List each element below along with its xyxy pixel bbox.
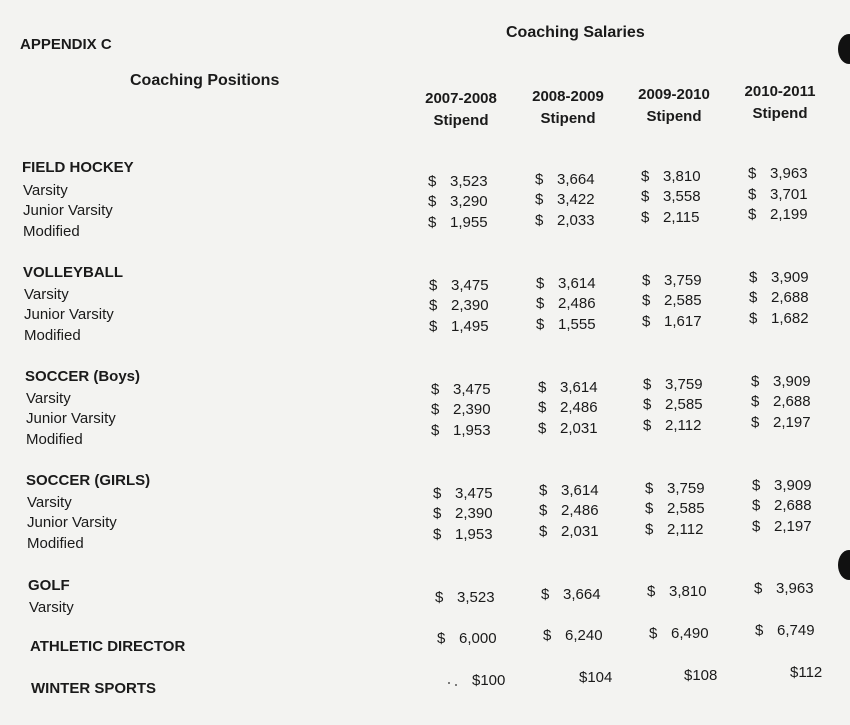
amount-cell xyxy=(755,622,837,639)
scan-speck xyxy=(455,684,457,686)
amount-value: 2,199 xyxy=(770,206,808,223)
amount-cell xyxy=(536,316,618,333)
amount-cell xyxy=(435,589,517,606)
column-header-2007-2008 xyxy=(418,88,504,132)
amount-value: 6,490 xyxy=(671,625,709,642)
currency-symbol: $ xyxy=(642,292,651,309)
currency-symbol: $ xyxy=(748,165,757,182)
amount-cell xyxy=(643,396,725,413)
amount-value: 3,759 xyxy=(667,480,705,497)
column-header-2009-2010 xyxy=(631,84,717,128)
currency-symbol: $ xyxy=(752,477,761,494)
currency-symbol: $ xyxy=(755,622,764,639)
currency-symbol: $ xyxy=(645,521,654,538)
amount-value: 2,031 xyxy=(560,420,598,437)
column-label: Stipend xyxy=(752,105,808,122)
currency-symbol: $ xyxy=(751,373,760,390)
amount-value: 2,197 xyxy=(773,414,811,431)
amount-cell xyxy=(752,477,834,494)
amount-value: 2,486 xyxy=(561,502,599,519)
currency-symbol: $ xyxy=(539,482,548,499)
currency-symbol: $ xyxy=(536,275,545,292)
amount-value: 2,688 xyxy=(771,289,809,306)
currency-symbol: $ xyxy=(431,381,440,398)
amount-cell xyxy=(535,212,617,229)
amount-cell xyxy=(433,526,515,543)
currency-symbol: $ xyxy=(539,523,548,540)
amount-cell xyxy=(752,497,834,514)
amount-cell xyxy=(536,295,618,312)
amount-value: 2,197 xyxy=(774,518,812,535)
amount-cell xyxy=(752,518,834,535)
group-title-soccer-girls: SOCCER (GIRLS) xyxy=(26,472,151,489)
amount-value: 3,810 xyxy=(669,583,707,600)
currency-symbol: $ xyxy=(541,586,550,603)
group-title-soccer-boys: SOCCER (Boys) xyxy=(25,368,141,385)
appendix-label: APPENDIX C xyxy=(20,36,112,53)
currency-symbol: $ xyxy=(536,295,545,312)
row-label: Modified xyxy=(24,327,81,344)
row-label: Varsity xyxy=(29,599,74,616)
column-year: 2007-2008 xyxy=(425,90,497,107)
amount-cell xyxy=(642,313,724,330)
amount-value: 1,555 xyxy=(558,316,596,333)
currency-symbol: $ xyxy=(433,505,442,522)
amount-cell xyxy=(538,399,620,416)
amount-value: 2,585 xyxy=(664,292,702,309)
amount-cell xyxy=(748,206,830,223)
amount-cell xyxy=(641,188,723,205)
currency-symbol: $ xyxy=(536,316,545,333)
amount-value: 2,390 xyxy=(453,401,491,418)
group-title-golf: GOLF xyxy=(28,577,70,594)
winter-sports-amount: $108 xyxy=(684,667,718,684)
row-label: Junior Varsity xyxy=(23,202,113,219)
amount-cell xyxy=(431,401,513,418)
column-label: Stipend xyxy=(540,110,596,127)
amount-cell xyxy=(543,627,625,644)
amount-value: 3,909 xyxy=(771,269,809,286)
amount-cell xyxy=(649,625,731,642)
amount-cell xyxy=(429,277,511,294)
row-label: Modified xyxy=(26,431,83,448)
amount-cell xyxy=(751,393,833,410)
amount-value: 2,112 xyxy=(665,417,702,434)
currency-symbol: $ xyxy=(752,518,761,535)
column-year: 2008-2009 xyxy=(532,88,604,105)
currency-symbol: $ xyxy=(535,212,544,229)
amount-value: 3,963 xyxy=(770,165,808,182)
currency-symbol: $ xyxy=(538,420,547,437)
currency-symbol: $ xyxy=(428,173,437,190)
amount-cell xyxy=(538,379,620,396)
amount-value: 2,390 xyxy=(451,297,489,314)
row-label: Varsity xyxy=(23,182,68,199)
amount-value: 6,240 xyxy=(565,627,603,644)
amount-cell xyxy=(641,209,723,226)
amount-cell xyxy=(748,186,830,203)
scan-speck xyxy=(448,682,450,684)
amount-cell xyxy=(749,289,831,306)
amount-cell xyxy=(754,580,836,597)
column-year: 2009-2010 xyxy=(638,86,710,103)
amount-value: 1,953 xyxy=(455,526,493,543)
row-label: Junior Varsity xyxy=(26,410,116,427)
amount-value: 2,688 xyxy=(774,497,812,514)
amount-value: 3,759 xyxy=(664,272,702,289)
amount-value: 3,759 xyxy=(665,376,703,393)
amount-cell xyxy=(536,275,618,292)
currency-symbol: $ xyxy=(647,583,656,600)
column-label: Stipend xyxy=(433,112,489,129)
currency-symbol: $ xyxy=(643,396,652,413)
currency-symbol: $ xyxy=(748,186,757,203)
amount-value: 3,558 xyxy=(663,188,701,205)
amount-value: 2,486 xyxy=(558,295,596,312)
row-label: Varsity xyxy=(26,390,71,407)
amount-cell xyxy=(433,485,515,502)
currency-symbol: $ xyxy=(433,526,442,543)
currency-symbol: $ xyxy=(535,191,544,208)
amount-value: 2,033 xyxy=(557,212,595,229)
amount-cell xyxy=(643,417,725,434)
amount-cell xyxy=(428,173,510,190)
amount-value: 2,112 xyxy=(667,521,704,538)
currency-symbol: $ xyxy=(645,500,654,517)
amount-value: 2,115 xyxy=(663,209,700,226)
currency-symbol: $ xyxy=(748,206,757,223)
amount-cell xyxy=(431,381,513,398)
amount-cell xyxy=(539,523,621,540)
amount-value: 1,955 xyxy=(450,214,488,231)
currency-symbol: $ xyxy=(641,168,650,185)
positions-column-heading: Coaching Positions xyxy=(130,72,280,89)
currency-symbol: $ xyxy=(437,630,446,647)
amount-cell xyxy=(429,318,511,335)
amount-value: 3,422 xyxy=(557,191,595,208)
amount-value: 3,614 xyxy=(560,379,598,396)
amount-cell xyxy=(428,193,510,210)
column-year: 2010-2011 xyxy=(744,83,816,100)
amount-value: 3,664 xyxy=(557,171,595,188)
currency-symbol: $ xyxy=(535,171,544,188)
column-header-2008-2009 xyxy=(525,86,611,130)
amount-cell xyxy=(647,583,729,600)
currency-symbol: $ xyxy=(435,589,444,606)
amount-value: 6,000 xyxy=(459,630,497,647)
amount-value: 6,749 xyxy=(777,622,815,639)
amount-value: 1,495 xyxy=(451,318,489,335)
amount-value: 2,390 xyxy=(455,505,493,522)
amount-cell xyxy=(751,414,833,431)
currency-symbol: $ xyxy=(641,188,650,205)
currency-symbol: $ xyxy=(751,393,760,410)
currency-symbol: $ xyxy=(752,497,761,514)
amount-cell xyxy=(748,165,830,182)
row-label: Junior Varsity xyxy=(27,514,117,531)
amount-cell xyxy=(641,168,723,185)
row-label: Junior Varsity xyxy=(24,306,114,323)
amount-value: 3,701 xyxy=(770,186,808,203)
amount-cell xyxy=(433,505,515,522)
amount-value: 3,909 xyxy=(774,477,812,494)
amount-cell xyxy=(429,297,511,314)
currency-symbol: $ xyxy=(649,625,658,642)
currency-symbol: $ xyxy=(538,379,547,396)
amount-value: 3,523 xyxy=(457,589,495,606)
currency-symbol: $ xyxy=(431,422,440,439)
amount-cell xyxy=(538,420,620,437)
currency-symbol: $ xyxy=(433,485,442,502)
currency-symbol: $ xyxy=(751,414,760,431)
amount-cell xyxy=(645,480,727,497)
amount-cell xyxy=(645,521,727,538)
amount-cell xyxy=(645,500,727,517)
amount-value: 3,664 xyxy=(563,586,601,603)
amount-value: 3,475 xyxy=(451,277,489,294)
currency-symbol: $ xyxy=(754,580,763,597)
winter-sports-amount: $104 xyxy=(579,669,613,686)
currency-symbol: $ xyxy=(642,313,651,330)
amount-value: 2,688 xyxy=(773,393,811,410)
amount-cell xyxy=(428,214,510,231)
amount-value: 3,290 xyxy=(450,193,488,210)
amount-cell xyxy=(749,269,831,286)
amount-cell xyxy=(643,376,725,393)
amount-value: 1,682 xyxy=(771,310,809,327)
winter-sports-label: WINTER SPORTS xyxy=(31,680,157,697)
amount-cell xyxy=(535,191,617,208)
amount-cell xyxy=(431,422,513,439)
group-title-volleyball: VOLLEYBALL xyxy=(23,264,123,281)
amount-value: 3,810 xyxy=(663,168,701,185)
amount-value: 2,585 xyxy=(665,396,703,413)
amount-cell xyxy=(437,630,519,647)
amount-cell xyxy=(642,272,724,289)
currency-symbol: $ xyxy=(429,318,438,335)
column-header-2010-2011 xyxy=(737,81,823,125)
amount-value: 1,617 xyxy=(664,313,702,330)
winter-sports-amount: $112 xyxy=(790,664,823,681)
group-title-field-hockey: FIELD HOCKEY xyxy=(22,159,134,176)
currency-symbol: $ xyxy=(429,297,438,314)
currency-symbol: $ xyxy=(645,480,654,497)
amount-value: 3,614 xyxy=(558,275,596,292)
currency-symbol: $ xyxy=(539,502,548,519)
amount-cell xyxy=(642,292,724,309)
currency-symbol: $ xyxy=(538,399,547,416)
currency-symbol: $ xyxy=(543,627,552,644)
row-label: Modified xyxy=(27,535,84,552)
currency-symbol: $ xyxy=(749,310,758,327)
amount-cell xyxy=(751,373,833,390)
amount-value: 1,953 xyxy=(453,422,491,439)
binder-hole xyxy=(838,34,850,64)
binder-hole xyxy=(838,550,850,580)
amount-value: 2,486 xyxy=(560,399,598,416)
amount-value: 2,031 xyxy=(561,523,599,540)
amount-value: 3,614 xyxy=(561,482,599,499)
amount-cell xyxy=(539,482,621,499)
amount-value: 3,963 xyxy=(776,580,814,597)
currency-symbol: $ xyxy=(428,193,437,210)
amount-cell xyxy=(539,502,621,519)
currency-symbol: $ xyxy=(749,289,758,306)
amount-value: 3,475 xyxy=(453,381,491,398)
currency-symbol: $ xyxy=(429,277,438,294)
amount-value: 3,475 xyxy=(455,485,493,502)
athletic-director-label: ATHLETIC DIRECTOR xyxy=(30,638,186,655)
currency-symbol: $ xyxy=(643,417,652,434)
amount-value: 2,585 xyxy=(667,500,705,517)
currency-symbol: $ xyxy=(642,272,651,289)
row-label: Varsity xyxy=(27,494,72,511)
column-label: Stipend xyxy=(646,108,702,125)
row-label: Varsity xyxy=(24,286,69,303)
winter-sports-amount: $100 xyxy=(472,672,506,689)
amount-value: 3,909 xyxy=(773,373,811,390)
amount-value: 3,523 xyxy=(450,173,488,190)
amount-cell xyxy=(749,310,831,327)
currency-symbol: $ xyxy=(749,269,758,286)
document-title: Coaching Salaries xyxy=(506,24,645,41)
amount-cell xyxy=(535,171,617,188)
currency-symbol: $ xyxy=(428,214,437,231)
currency-symbol: $ xyxy=(431,401,440,418)
currency-symbol: $ xyxy=(643,376,652,393)
row-label: Modified xyxy=(23,223,80,240)
amount-cell xyxy=(541,586,623,603)
currency-symbol: $ xyxy=(641,209,650,226)
